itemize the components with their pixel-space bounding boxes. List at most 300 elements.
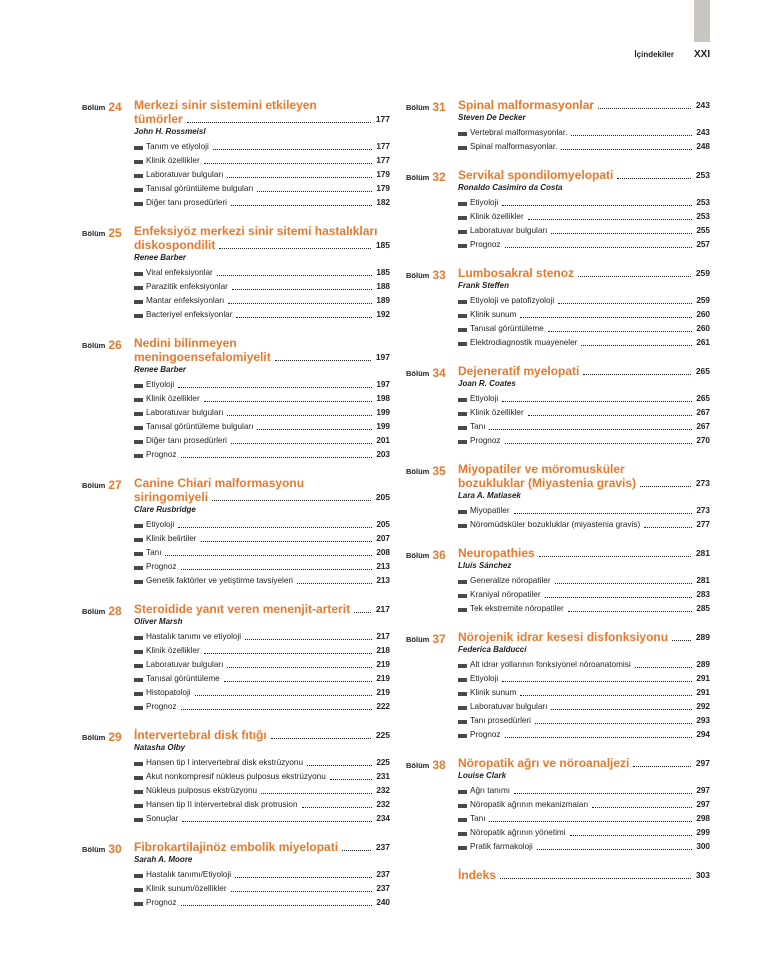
chapter-title: meningoensefalomiyelit bbox=[134, 350, 271, 364]
toc-entry[interactable] bbox=[458, 224, 710, 238]
entry-page: 253 bbox=[696, 212, 710, 221]
chapter-number: 26 bbox=[108, 338, 122, 352]
entry-title: Etiyoloji ve patofizyoloji bbox=[470, 296, 555, 305]
toc-entry[interactable] bbox=[134, 182, 390, 196]
entry-page: 179 bbox=[376, 184, 390, 193]
toc-entry[interactable] bbox=[134, 672, 390, 686]
toc-entry[interactable] bbox=[458, 336, 710, 350]
chapter-title-line[interactable] bbox=[134, 238, 390, 252]
bullet-icon bbox=[458, 146, 467, 150]
toc-entry[interactable] bbox=[458, 294, 710, 308]
leader-dots bbox=[570, 835, 693, 836]
entry-page: 259 bbox=[696, 296, 710, 305]
chapter-title: Spinal malformasyonlar bbox=[458, 98, 595, 112]
entry-page: 253 bbox=[696, 198, 710, 207]
bullet-icon bbox=[134, 174, 143, 178]
chapter-title: Nöropatik ağrı ve nöroanaljezi bbox=[458, 756, 630, 770]
entry-page: 192 bbox=[376, 310, 390, 319]
chapter-title-line[interactable] bbox=[458, 168, 710, 182]
toc-entry[interactable] bbox=[134, 770, 390, 784]
chapter-title-line[interactable] bbox=[134, 336, 390, 350]
toc-entry[interactable] bbox=[134, 686, 390, 700]
entry-title: Etiyoloji bbox=[470, 394, 499, 403]
entry-title: Tanısal görüntüleme bulguları bbox=[146, 184, 254, 193]
entry-title: Vertebral malformasyonlar. bbox=[470, 128, 568, 137]
entry-page: 219 bbox=[376, 688, 390, 697]
entry-title: Etiyoloji bbox=[470, 674, 499, 683]
bullet-icon bbox=[134, 272, 143, 276]
bullet-icon bbox=[134, 790, 143, 794]
chapter-page: 265 bbox=[695, 366, 710, 376]
entry-page: 199 bbox=[376, 422, 390, 431]
entry-page: 255 bbox=[696, 226, 710, 235]
chapter-author: Oliver Marsh bbox=[134, 617, 183, 626]
entry-title: Tanı bbox=[470, 422, 486, 431]
entry-title: Klinik sunum/özellikler bbox=[146, 884, 227, 893]
entry-title: Tanım ve etiyoloji bbox=[146, 142, 209, 151]
entry-page: 294 bbox=[696, 730, 710, 739]
bullet-icon bbox=[458, 426, 467, 430]
leader-dots bbox=[342, 850, 371, 851]
chapter-number: 29 bbox=[108, 730, 122, 744]
leader-dots bbox=[232, 289, 372, 290]
chapter-title-line[interactable] bbox=[458, 462, 710, 476]
chapter-page: 303 bbox=[695, 870, 710, 880]
toc-entry[interactable] bbox=[458, 420, 710, 434]
chapter-28 bbox=[82, 602, 390, 714]
bullet-icon bbox=[458, 580, 467, 584]
bullet-icon bbox=[134, 902, 143, 906]
toc-entry[interactable] bbox=[134, 658, 390, 672]
toc-entry[interactable] bbox=[134, 868, 390, 882]
leader-dots bbox=[528, 415, 693, 416]
leader-dots bbox=[561, 149, 692, 150]
entry-title: Tek ekstremite nöropatiler bbox=[470, 604, 564, 613]
entry-page: 291 bbox=[696, 688, 710, 697]
chapter-title-line[interactable] bbox=[134, 112, 390, 126]
entry-title: Etiyoloji bbox=[146, 380, 175, 389]
entry-page: 285 bbox=[696, 604, 710, 613]
leader-dots bbox=[520, 695, 692, 696]
entry-title: Alt idrar yollarının fonksiyonel nöroanatomisi bbox=[470, 660, 631, 669]
entry-page: 231 bbox=[376, 772, 390, 781]
chapter-title-line[interactable] bbox=[134, 602, 390, 616]
entry-title: Tanı bbox=[146, 548, 162, 557]
chapter-page: 225 bbox=[375, 730, 390, 740]
bullet-icon bbox=[458, 790, 467, 794]
leader-dots bbox=[227, 177, 372, 178]
chapter-27 bbox=[82, 476, 390, 588]
entry-title: Klinik özellikler bbox=[470, 408, 524, 417]
entry-page: 292 bbox=[696, 702, 710, 711]
chapter-author: Frank Steffen bbox=[458, 281, 509, 290]
leader-dots bbox=[548, 331, 693, 332]
entry-page: 218 bbox=[376, 646, 390, 655]
entry-title: Klinik özellikler bbox=[470, 212, 524, 221]
toc-entry[interactable] bbox=[458, 588, 710, 602]
entry-page: 261 bbox=[696, 338, 710, 347]
bullet-icon bbox=[458, 342, 467, 346]
leader-dots bbox=[195, 695, 373, 696]
entry-title: Prognoz bbox=[146, 898, 177, 907]
chapter-title-line[interactable] bbox=[458, 266, 710, 280]
toc-entry[interactable] bbox=[458, 840, 710, 854]
leader-dots bbox=[644, 527, 692, 528]
entry-title: Laboratuvar bulguları bbox=[146, 660, 224, 669]
toc-entry[interactable] bbox=[458, 238, 710, 252]
chapter-35 bbox=[406, 462, 710, 532]
leader-dots bbox=[201, 541, 373, 542]
toc-entry[interactable] bbox=[134, 308, 390, 322]
chapter-title-line[interactable] bbox=[458, 630, 710, 644]
leader-dots bbox=[640, 486, 691, 487]
chapter-author: Lara A. Matiasek bbox=[458, 491, 521, 500]
chapter-title-line[interactable] bbox=[134, 224, 390, 238]
chapter-title: siringomiyeli bbox=[134, 490, 209, 504]
edge-tab bbox=[694, 0, 710, 42]
chapter-32 bbox=[406, 168, 710, 252]
leader-dots bbox=[217, 275, 373, 276]
toc-entry[interactable] bbox=[458, 308, 710, 322]
leader-dots bbox=[181, 457, 373, 458]
toc-entry[interactable] bbox=[458, 826, 710, 840]
chapter-title: Miyopatiler ve möromusküler bbox=[458, 462, 625, 476]
entry-title: Mantar enfeksiyonları bbox=[146, 296, 225, 305]
entry-title: Parazitik enfeksiyonlar bbox=[146, 282, 228, 291]
entry-page: 207 bbox=[376, 534, 390, 543]
leader-dots bbox=[489, 821, 692, 822]
entry-title: Prognoz bbox=[470, 436, 501, 445]
chapter-title-line[interactable] bbox=[458, 868, 710, 882]
toc-entry[interactable] bbox=[458, 798, 710, 812]
leader-dots bbox=[178, 387, 372, 388]
leader-dots bbox=[231, 891, 373, 892]
chapter-title: Canine Chiari malformasyonu bbox=[134, 476, 305, 490]
toc-entry[interactable] bbox=[134, 896, 390, 910]
leader-dots bbox=[354, 612, 371, 613]
chapter-title-line[interactable] bbox=[458, 98, 710, 112]
chapter-title: Lumbosakral stenoz bbox=[458, 266, 575, 280]
chapter-title-line[interactable] bbox=[458, 364, 710, 378]
chapter-word: Bölüm bbox=[406, 173, 430, 182]
entry-title: Klinik özellikler bbox=[146, 394, 200, 403]
toc-entry[interactable] bbox=[458, 574, 710, 588]
toc-entry[interactable] bbox=[458, 812, 710, 826]
leader-dots bbox=[571, 135, 692, 136]
bullet-icon bbox=[134, 818, 143, 822]
chapter-title-line[interactable] bbox=[134, 840, 390, 854]
leader-dots bbox=[236, 317, 372, 318]
toc-entry[interactable] bbox=[458, 434, 710, 448]
chapter-33 bbox=[406, 266, 710, 350]
entry-title: Akut nonkompresif nükleus pulposus ekstrüzyonu bbox=[146, 772, 326, 781]
chapter-number: 31 bbox=[432, 100, 446, 114]
entry-title: Diğer tanı prosedürleri bbox=[146, 198, 228, 207]
running-header-page: XXI bbox=[694, 49, 711, 60]
entry-title: Diğer tanı prosedürleri bbox=[146, 436, 228, 445]
toc-entry[interactable] bbox=[134, 154, 390, 168]
leader-dots bbox=[231, 443, 372, 444]
toc-entry[interactable] bbox=[458, 406, 710, 420]
chapter-author: Lluís Sánchez bbox=[458, 561, 512, 570]
chapter-word: Bölüm bbox=[82, 229, 106, 238]
leader-dots bbox=[598, 108, 691, 109]
entry-page: 203 bbox=[376, 450, 390, 459]
entry-title: Histopatoloji bbox=[146, 688, 191, 697]
chapter-label bbox=[82, 602, 122, 620]
chapter-30 bbox=[82, 840, 390, 910]
bullet-icon bbox=[134, 552, 143, 556]
leader-dots bbox=[231, 205, 372, 206]
toc-entry[interactable] bbox=[134, 756, 390, 770]
toc-entry[interactable] bbox=[134, 798, 390, 812]
toc-entry[interactable] bbox=[134, 574, 390, 588]
entry-page: 217 bbox=[376, 632, 390, 641]
toc-entry[interactable] bbox=[134, 448, 390, 462]
toc-entry[interactable] bbox=[134, 420, 390, 434]
entry-page: 177 bbox=[376, 156, 390, 165]
toc-entry[interactable] bbox=[134, 196, 390, 210]
entry-title: Nöromüdsküler bozukluklar (miyastenia gravis) bbox=[470, 520, 641, 529]
toc-entry[interactable] bbox=[458, 700, 710, 714]
toc-entry[interactable] bbox=[134, 378, 390, 392]
toc-entry[interactable] bbox=[134, 812, 390, 826]
leader-dots bbox=[297, 583, 372, 584]
leader-dots bbox=[551, 233, 692, 234]
entry-page: 240 bbox=[376, 898, 390, 907]
toc-entry[interactable] bbox=[134, 644, 390, 658]
toc-entry[interactable] bbox=[458, 126, 710, 140]
chapter-number: 36 bbox=[432, 548, 446, 562]
bullet-icon bbox=[458, 328, 467, 332]
toc-entry[interactable] bbox=[134, 294, 390, 308]
bullet-icon bbox=[134, 202, 143, 206]
toc-entry[interactable] bbox=[134, 392, 390, 406]
chapter-26 bbox=[82, 336, 390, 462]
entry-page: 277 bbox=[696, 520, 710, 529]
chapter-title-line[interactable] bbox=[458, 546, 710, 560]
bullet-icon bbox=[458, 314, 467, 318]
chapter-page: 177 bbox=[375, 114, 390, 124]
chapter-label bbox=[82, 476, 122, 494]
chapter-title-line[interactable] bbox=[134, 490, 390, 504]
entry-title: Tanısal görüntüleme bbox=[146, 674, 220, 683]
leader-dots bbox=[257, 429, 372, 430]
chapter-title: Neuropathies bbox=[458, 546, 535, 560]
leader-dots bbox=[245, 639, 372, 640]
chapter-25 bbox=[82, 224, 390, 322]
leader-dots bbox=[635, 667, 693, 668]
leader-dots bbox=[219, 248, 370, 249]
chapter-number: 30 bbox=[108, 842, 122, 856]
chapter-author: Sarah A. Moore bbox=[134, 855, 193, 864]
leader-dots bbox=[187, 122, 371, 123]
bullet-icon bbox=[134, 300, 143, 304]
leader-dots bbox=[502, 205, 692, 206]
toc-entry[interactable] bbox=[134, 784, 390, 798]
chapter-page: 297 bbox=[695, 758, 710, 768]
leader-dots bbox=[182, 821, 372, 822]
entry-page: 260 bbox=[696, 310, 710, 319]
leader-dots bbox=[489, 429, 692, 430]
chapter-author: Louise Clark bbox=[458, 771, 507, 780]
chapter-title: İntervertebral disk fıtığı bbox=[134, 728, 267, 742]
chapter-number: 28 bbox=[108, 604, 122, 618]
leader-dots bbox=[558, 303, 692, 304]
entry-page: 201 bbox=[376, 436, 390, 445]
toc-entry[interactable] bbox=[134, 266, 390, 280]
leader-dots bbox=[275, 360, 371, 361]
toc-entry[interactable] bbox=[458, 504, 710, 518]
bullet-icon bbox=[458, 524, 467, 528]
bullet-icon bbox=[458, 720, 467, 724]
bullet-icon bbox=[134, 636, 143, 640]
chapter-page: 281 bbox=[695, 548, 710, 558]
bullet-icon bbox=[134, 454, 143, 458]
entry-page: 299 bbox=[696, 828, 710, 837]
toc-entry[interactable] bbox=[458, 672, 710, 686]
leader-dots bbox=[181, 709, 373, 710]
entry-title: Tanısal görüntüleme bbox=[470, 324, 544, 333]
entry-title: Elektrodiagnostik muayeneler bbox=[470, 338, 578, 347]
entry-page: 248 bbox=[696, 142, 710, 151]
bullet-icon bbox=[458, 510, 467, 514]
chapter-author: Steven De Decker bbox=[458, 113, 526, 122]
bullet-icon bbox=[458, 846, 467, 850]
toc-entry[interactable] bbox=[134, 406, 390, 420]
toc-entry[interactable] bbox=[134, 140, 390, 154]
entry-title: Tanı prosedürleri bbox=[470, 716, 531, 725]
entry-title: Klinik sunum bbox=[470, 310, 517, 319]
chapter-label bbox=[406, 364, 446, 382]
toc-entry[interactable] bbox=[134, 168, 390, 182]
entry-title: Hansen tip II intervertebral disk protrusion bbox=[146, 800, 298, 809]
toc-entry[interactable] bbox=[458, 686, 710, 700]
chapter-page: 185 bbox=[375, 240, 390, 250]
entry-page: 267 bbox=[696, 422, 710, 431]
bullet-icon bbox=[134, 762, 143, 766]
chapter-title-line[interactable] bbox=[458, 756, 710, 770]
chapter-title: Merkezi sinir sistemini etkileyen bbox=[134, 98, 317, 112]
chapter-title-line[interactable] bbox=[458, 476, 710, 490]
leader-dots bbox=[583, 374, 690, 375]
chapter-word: Bölüm bbox=[82, 481, 106, 490]
toc-entry[interactable] bbox=[458, 784, 710, 798]
leader-dots bbox=[617, 178, 690, 179]
bullet-icon bbox=[134, 146, 143, 150]
bullet-icon bbox=[134, 580, 143, 584]
toc-entry[interactable] bbox=[134, 434, 390, 448]
leader-dots bbox=[165, 555, 372, 556]
bullet-icon bbox=[458, 804, 467, 808]
leader-dots bbox=[502, 681, 692, 682]
entry-page: 208 bbox=[376, 548, 390, 557]
leader-dots bbox=[520, 317, 692, 318]
entry-page: 298 bbox=[696, 814, 710, 823]
entry-page: 219 bbox=[376, 674, 390, 683]
leader-dots bbox=[213, 149, 373, 150]
toc-entry[interactable] bbox=[458, 322, 710, 336]
toc-entry[interactable] bbox=[458, 196, 710, 210]
entry-page: 225 bbox=[376, 758, 390, 767]
entry-page: 260 bbox=[696, 324, 710, 333]
bullet-icon bbox=[458, 216, 467, 220]
toc-entry[interactable] bbox=[134, 532, 390, 546]
chapter-number: 25 bbox=[108, 226, 122, 240]
toc-entry[interactable] bbox=[134, 280, 390, 294]
chapter-title: Nedini bilinmeyen bbox=[134, 336, 237, 350]
bullet-icon bbox=[134, 776, 143, 780]
chapter-word: Bölüm bbox=[82, 607, 106, 616]
bullet-icon bbox=[134, 286, 143, 290]
leader-dots bbox=[551, 709, 692, 710]
bullet-icon bbox=[134, 412, 143, 416]
toc-entry[interactable] bbox=[458, 392, 710, 406]
entry-title: Klinik özellikler bbox=[146, 156, 200, 165]
chapter-title-line[interactable] bbox=[134, 350, 390, 364]
leader-dots bbox=[505, 247, 693, 248]
chapter-index bbox=[406, 868, 710, 882]
entry-page: 205 bbox=[376, 520, 390, 529]
running-header-title: İçindekiler bbox=[634, 50, 674, 59]
bullet-icon bbox=[458, 244, 467, 248]
toc-entry[interactable] bbox=[134, 700, 390, 714]
leader-dots bbox=[212, 500, 371, 501]
chapter-title-line[interactable] bbox=[134, 728, 390, 742]
entry-page: 297 bbox=[696, 800, 710, 809]
entry-title: Klinik sunum bbox=[470, 688, 517, 697]
entry-page: 291 bbox=[696, 674, 710, 683]
chapter-title-line[interactable] bbox=[134, 98, 390, 112]
chapter-title: İndeks bbox=[458, 868, 497, 882]
toc-entry[interactable] bbox=[458, 210, 710, 224]
toc-entry[interactable] bbox=[134, 546, 390, 560]
leader-dots bbox=[178, 527, 372, 528]
entry-page: 300 bbox=[696, 842, 710, 851]
toc-entry[interactable] bbox=[458, 602, 710, 616]
entry-page: 199 bbox=[376, 408, 390, 417]
toc-entry[interactable] bbox=[134, 882, 390, 896]
bullet-icon bbox=[458, 300, 467, 304]
chapter-number: 35 bbox=[432, 464, 446, 478]
entry-page: 198 bbox=[376, 394, 390, 403]
toc-entry[interactable] bbox=[458, 714, 710, 728]
toc-entry[interactable] bbox=[458, 728, 710, 742]
toc-entry[interactable] bbox=[134, 560, 390, 574]
leader-dots bbox=[633, 766, 690, 767]
chapter-word: Bölüm bbox=[82, 733, 106, 742]
entry-page: 297 bbox=[696, 786, 710, 795]
leader-dots bbox=[330, 779, 373, 780]
chapter-title: Fibrokartilajinöz embolik miyelopati bbox=[134, 840, 339, 854]
toc-entry[interactable] bbox=[458, 518, 710, 532]
toc-entry[interactable] bbox=[458, 140, 710, 154]
bullet-icon bbox=[134, 188, 143, 192]
chapter-word: Bölüm bbox=[406, 467, 430, 476]
toc-entry[interactable] bbox=[134, 518, 390, 532]
chapter-page: 237 bbox=[375, 842, 390, 852]
toc-entry[interactable] bbox=[134, 630, 390, 644]
entry-page: 189 bbox=[376, 296, 390, 305]
entry-title: Sonuçlar bbox=[146, 814, 179, 823]
chapter-title-line[interactable] bbox=[134, 476, 390, 490]
bullet-icon bbox=[134, 538, 143, 542]
bullet-icon bbox=[134, 314, 143, 318]
toc-entry[interactable] bbox=[458, 658, 710, 672]
chapter-page: 289 bbox=[695, 632, 710, 642]
entry-page: 273 bbox=[696, 506, 710, 515]
bullet-icon bbox=[134, 398, 143, 402]
